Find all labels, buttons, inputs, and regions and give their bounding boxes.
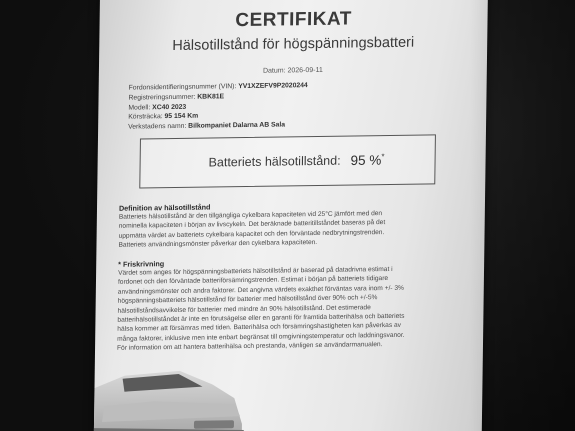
workshop-label: Verkstadens namn: <box>128 122 187 131</box>
mileage-value: 95 154 Km <box>164 113 199 121</box>
disclaimer-title: * Friskrivning <box>118 259 165 269</box>
registration-label: Registreringsnummer: <box>128 93 196 102</box>
footnote-mark: * <box>381 152 385 162</box>
vehicle-info <box>128 81 308 132</box>
workshop-row <box>128 120 307 132</box>
definition-line: uppmätta värdet av batteriets cykelbara kapacitet och den förväntade nedbrytningstrenden. <box>118 228 385 240</box>
car-illustration <box>94 364 245 431</box>
disclaimer-line: fordonet och den förväntade batteriförsämringstrenden. Estimat i början på batteriets tidigare <box>117 275 389 287</box>
disclaimer-line: högspänningsbatteriets hälsotillstånd för batterier med hälsotillstånd över 90% och +/-5% <box>117 294 378 306</box>
definition-line: Batteriets hälsotillstånd är den tillgängliga cykelbara kapaciteten vid 25°C jämfört med den <box>118 210 383 221</box>
battery-health-box <box>139 134 436 188</box>
certificate-subtitle: Hälsotillstånd för högspänningsbatteri <box>172 34 415 54</box>
disclaimer-line: För information om att hantera batterihälsa och prestanda, vänligen se användarmanualen. <box>116 341 383 353</box>
certificate-sheet <box>94 0 488 431</box>
definition-title: Definition av hälsotillstånd <box>118 202 211 213</box>
disclaimer-body <box>117 264 458 353</box>
definition-body <box>118 208 458 250</box>
battery-health-value <box>350 152 384 168</box>
certificate-title: CERTIFIKAT <box>235 8 352 32</box>
workshop-value: Bilkompaniet Dalarna AB Sala <box>188 121 286 130</box>
disclaimer-line: många faktorer, inklusive men inte enbart begränsat till omgivningstemperatur och laddningsvanor. <box>117 331 405 343</box>
vin-label: Fordonsidentifieringsnummer (VIN): <box>128 83 237 92</box>
disclaimer-line: användningsmönster och andra faktorer. Det angivna värdets exakthet förväntas vara inom +/- 3% <box>117 284 404 296</box>
model-value: XC40 2023 <box>152 103 187 111</box>
disclaimer-line: hälsa kommer att försämras med tiden. Batterihälsa och försämringshastigheten kan påverkas av <box>117 322 401 334</box>
registration-value: KBK81E <box>197 93 225 101</box>
mileage-label: Körsträcka: <box>128 113 163 122</box>
battery-health-label: Batteriets hälsotillstånd: <box>208 153 341 170</box>
disclaimer-line: Värdet som anges för högspänningsbatteriets hälsotillstånd är baserad på datadrivna estimat i <box>118 265 393 277</box>
certificate-date: Datum: 2026-09-11 <box>262 66 323 75</box>
definition-line: nominella kapaciteten i början av livscykeln. Det beräknade batteritillståndet baseras på det <box>118 219 386 231</box>
disclaimer-line: batterihälsotillståndet är inte en förutsägelse eller en garanti för framtida batterihälsa och batteriets <box>117 312 405 324</box>
battery-health-percent: 95 % <box>350 152 382 169</box>
disclaimer-line: hälsotillståndsavvikelse för batterier med mindre än 90% hälsotillstånd. Det estimerade <box>117 303 371 315</box>
definition-line: Batteriets användningsmönster påverkar den cykelbara kapaciteten. <box>118 239 318 249</box>
vin-value: YV1XZEFV9P2020244 <box>238 82 308 91</box>
model-label: Modell: <box>128 103 151 112</box>
